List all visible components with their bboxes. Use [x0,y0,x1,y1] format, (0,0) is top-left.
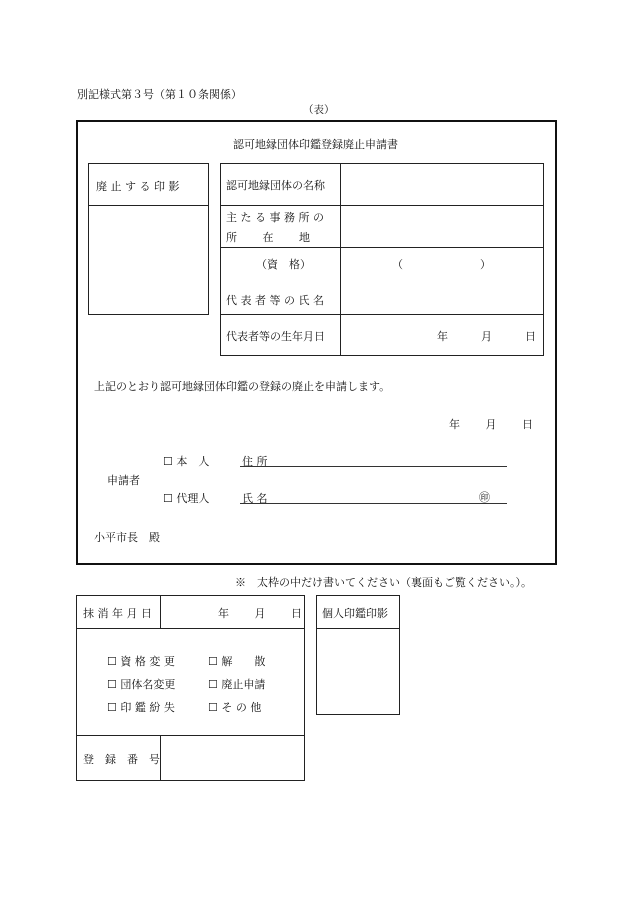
seal-area[interactable] [89,206,208,314]
checkbox-self[interactable]: ☐ 本 人 [163,455,210,468]
note-text: ※ 太枠の中だけ書いてください（裏面もご覧ください。）。 [235,576,532,589]
side-label: （表） [303,104,335,116]
label-rep-birth: 代表者等の生年月日 [226,330,325,343]
form-number: 別記様式第３号（第１０条関係） [77,88,242,101]
address-label: 住 所 [242,455,268,468]
rep-name-field[interactable] [341,248,543,314]
declaration-text: 上記のとおり認可地縁団体印鑑の登録の廃止を申請します。 [94,380,391,393]
address-line[interactable] [240,466,507,467]
option-other[interactable]: ☐ そ の 他 [208,701,262,714]
reg-number-label: 登 録 番 号 [83,753,160,766]
reg-number-field[interactable] [161,736,304,780]
personal-seal-area[interactable] [317,629,399,714]
qualification-paren: （ ） [392,258,491,271]
option-seal-lost[interactable]: ☐ 印 鑑 紛 失 [107,701,175,714]
option-dissolution[interactable]: ☐ 解 散 [208,655,266,668]
option-qualification-change[interactable]: ☐ 資 格 変 更 [107,655,175,668]
cancel-date-value[interactable]: 年 月 日 [218,607,302,620]
form-title: 認可地縁団体印鑑登録廃止申請書 [233,138,398,151]
label-rep-name: 代 表 者 等 の 氏 名 [226,294,324,307]
label-office-line1: 主 た る 事 務 所 の [226,211,324,224]
checkbox-agent[interactable]: ☐ 代理人 [163,492,210,505]
seal-label: 廃 止 す る 印 影 [96,180,180,193]
rep-birth-date[interactable]: 年 月 日 [437,330,536,343]
label-qualification: （資 格） [256,258,311,271]
label-group-name: 認可地縁団体の名称 [226,179,325,192]
cancel-date-label: 抹 消 年 月 日 [83,607,152,620]
personal-seal-label: 個人印鑑印影 [322,607,388,620]
group-name-field[interactable] [341,164,543,205]
option-abolition[interactable]: ☐ 廃止申請 [208,678,266,691]
label-office-line2: 所 在 地 [226,231,310,244]
seal-mark: ㊞ [479,491,490,504]
name-line[interactable] [240,503,507,504]
option-name-change[interactable]: ☐ 団体名変更 [107,678,176,691]
addressee: 小平市長 殿 [94,531,160,544]
applicant-label: 申請者 [107,474,140,487]
application-date[interactable]: 年 月 日 [449,418,533,431]
name-label: 氏 名 [242,492,268,505]
office-address-field[interactable] [341,206,543,247]
